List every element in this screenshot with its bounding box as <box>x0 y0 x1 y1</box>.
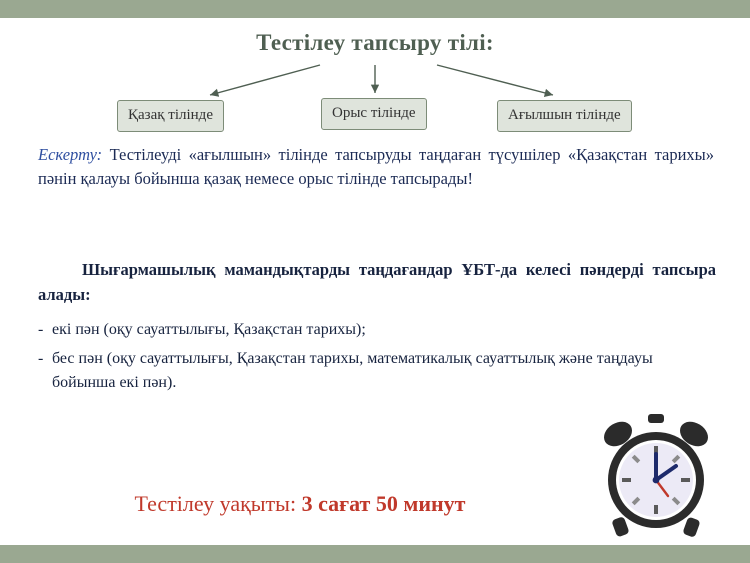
list-item-text: бес пән (оқу сауаттылығы, Қазақстан тарихы, математикалық сауаттылық және таңдауы бойынша екі пән). <box>52 350 653 391</box>
bullet-dash: - <box>38 321 44 338</box>
bullet-dash: - <box>38 350 44 367</box>
list-item <box>38 318 688 342</box>
note-text: Тестілеуді «ағылшын» тілінде тапсыруды таңдаған түсушілер «Қазақстан тарихы» пәнін қалауы бойынша қазақ немесе орыс тілінде тапсырады! <box>38 145 714 188</box>
test-duration-value: 3 сағат 50 минут <box>301 491 466 516</box>
list-item-text: екі пән (оқу сауаттылығы, Қазақстан тарихы); <box>52 321 366 338</box>
list-item <box>38 347 688 395</box>
test-duration-label: Тестілеу уақыты: <box>134 491 297 516</box>
alarm-clock-icon <box>596 410 716 542</box>
note-paragraph <box>38 143 714 191</box>
test-duration-line <box>0 491 600 517</box>
language-box-kazakh[interactable]: Қазақ тілінде <box>117 100 224 132</box>
slide-title: Тестілеу тапсыру тілі: <box>256 30 494 55</box>
top-decoration-band <box>0 0 750 18</box>
language-box-english[interactable]: Ағылшын тілінде <box>497 100 632 132</box>
language-box-russian[interactable]: Орыс тілінде <box>321 98 427 130</box>
subject-options-list <box>38 318 688 400</box>
note-label: Ескерту: <box>38 145 103 164</box>
bottom-decoration-band <box>0 545 750 563</box>
creative-majors-paragraph: Шығармашылық мамандықтарды таңдағандар ҰБТ-да келесі пәндерді тапсыра алады: <box>38 260 716 304</box>
